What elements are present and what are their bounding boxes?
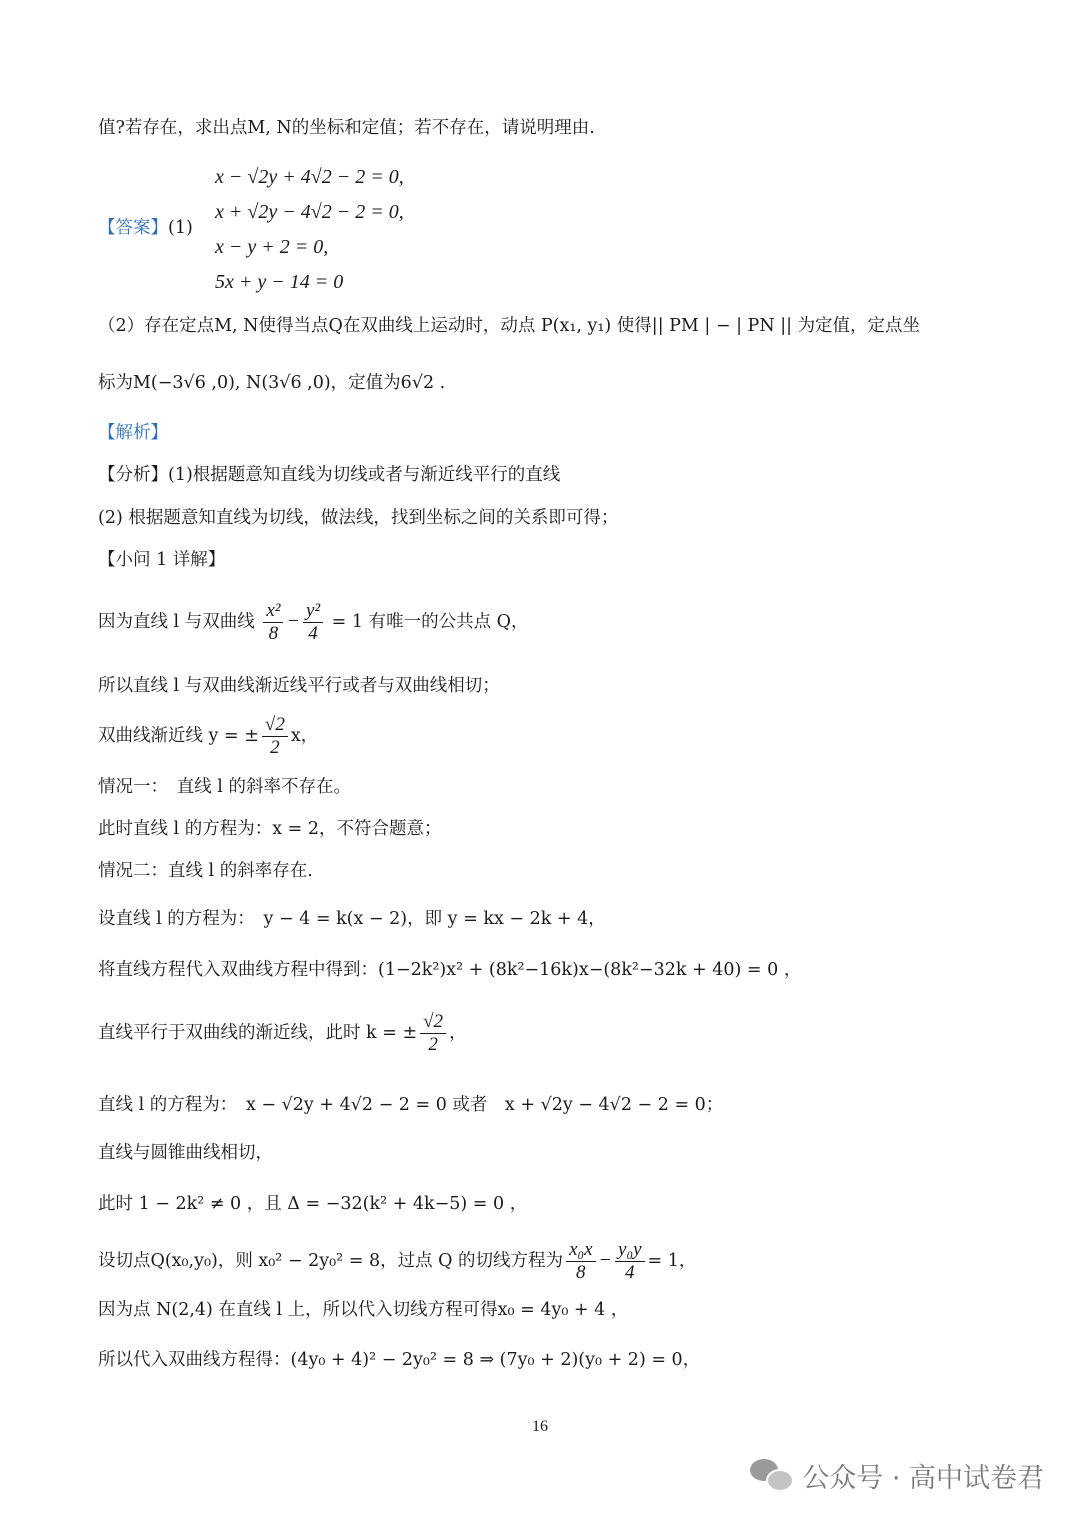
answer-case-list — [215, 160, 404, 300]
analysis-tag: 【解析】 — [98, 423, 168, 443]
fraction-tp1: $\frac{\text{x₀x}}{8}$ — [566, 1239, 595, 1284]
so-line: 所以直线 l 与双曲线渐近线平行或者与双曲线相切； — [98, 676, 500, 696]
delta-line: 此时 1 − 2k² ≠ 0 ，且 Δ = −32(k² + 4k−5) = 0 ， — [98, 1194, 528, 1214]
asymptote-line: 双曲线渐近线 y = ± $\frac{√2}{2}$ x， — [98, 714, 319, 758]
substitute-line: 所以代入双曲线方程得：(4y₀ + 4)² − 2y₀² = 8 ⇒ (7y₀ + 2)(y₀ + 2) = 0， — [98, 1350, 701, 1370]
tangent-point-line: 设切点Q(x₀,y₀)，则 x₀² − 2y₀² = 8，过点 Q 的切线方程为 $\frac{\text{x₀x}}{8}$ − $\frac{\text{y₀y}}{4}$ = 1， — [98, 1239, 697, 1283]
subst-line: 将直线方程代入双曲线方程中得到：(1−2k²)x² + (8k²−16k)x−(8k²−32k + 40) = 0 ， — [98, 960, 802, 980]
set-line: 设直线 l 的方程为： y − 4 = k(x − 2)，即 y = kx − 2k + 4， — [98, 909, 606, 929]
answer-part2-line1: （2）存在定点M, N使得当点Q在双曲线上运动时，动点 P(x₁, y₁) 使得|| PM | − | PN || 为定值，定点坐 — [98, 316, 921, 336]
n-point-line: 因为点 N(2,4) 在直线 l 上，所以代入切线方程可得x₀ = 4y₀ + 4 ， — [98, 1300, 629, 1320]
answer-tag: 【答案】 — [98, 218, 168, 238]
intro-line: 值?若存在，求出点M, N的坐标和定值；若不存在，请说明理由. — [98, 118, 595, 138]
answer-part1-label: (1) — [168, 218, 193, 238]
fraction-tp2: $\frac{\text{y₀y}}{4}$ — [615, 1239, 644, 1284]
tangent-line: 直线与圆锥曲线相切， — [98, 1143, 273, 1163]
answer-heading — [98, 215, 193, 241]
answer-case: 5x + y − 14 = 0 — [215, 271, 344, 293]
fraction-k: $\frac{√2}{2}$ — [420, 1011, 446, 1056]
line-eq: 直线 l 的方程为： x − √2y + 4√2 − 2 = 0 或者 x + √2y − 4√2 − 2 = 0； — [98, 1095, 724, 1115]
watermark — [750, 1456, 1044, 1495]
case1-line: 情况一： 直线 l 的斜率不存在。 — [98, 777, 351, 797]
fenxi-line1: 【分析】(1)根据题意知直线为切线或者与渐近线平行的直线 — [98, 465, 561, 485]
answer-case: x − y + 2 = 0, — [215, 236, 329, 258]
wechat-icon — [750, 1459, 792, 1493]
page-number: 16 — [532, 1418, 548, 1435]
case1-eq-line: 此时直线 l 的方程为：x = 2，不符合题意； — [98, 819, 442, 839]
fenxi-line2: (2) 根据题意知直线为切线，做法线，找到坐标之间的关系即可得； — [98, 508, 619, 528]
hyperbola-line: 因为直线 l 与双曲线 $\frac{\text{x²}}{8}$ − $\frac{\text{y²}}{4}$ = 1 有唯一的公共点 Q， — [98, 600, 529, 644]
fraction-x: $\frac{\text{x²}}{8}$ — [263, 600, 283, 645]
answer-case: x − √2y + 4√2 − 2 = 0, — [215, 166, 404, 188]
fraction-asym: $\frac{√2}{2}$ — [262, 714, 288, 759]
watermark-text: 公众号 · 高中试卷君 — [802, 1463, 1044, 1494]
parallel-line: 直线平行于双曲线的渐近线，此时 k = ± $\frac{√2}{2}$ ， — [98, 1011, 467, 1055]
fraction-y: $\frac{\text{y²}}{4}$ — [303, 600, 323, 645]
case2-line: 情况二：直线 l 的斜率存在. — [98, 861, 313, 881]
answer-case: x + √2y − 4√2 − 2 = 0, — [215, 201, 404, 223]
sub1-title: 【小问 1 详解】 — [98, 550, 226, 570]
answer-part2-line2: 标为M(−3√6 ,0), N(3√6 ,0)，定值为6√2 . — [98, 373, 446, 393]
because-post: = 1 有唯一的公共点 Q， — [331, 612, 529, 632]
because-pre: 因为直线 l 与双曲线 — [98, 612, 255, 632]
